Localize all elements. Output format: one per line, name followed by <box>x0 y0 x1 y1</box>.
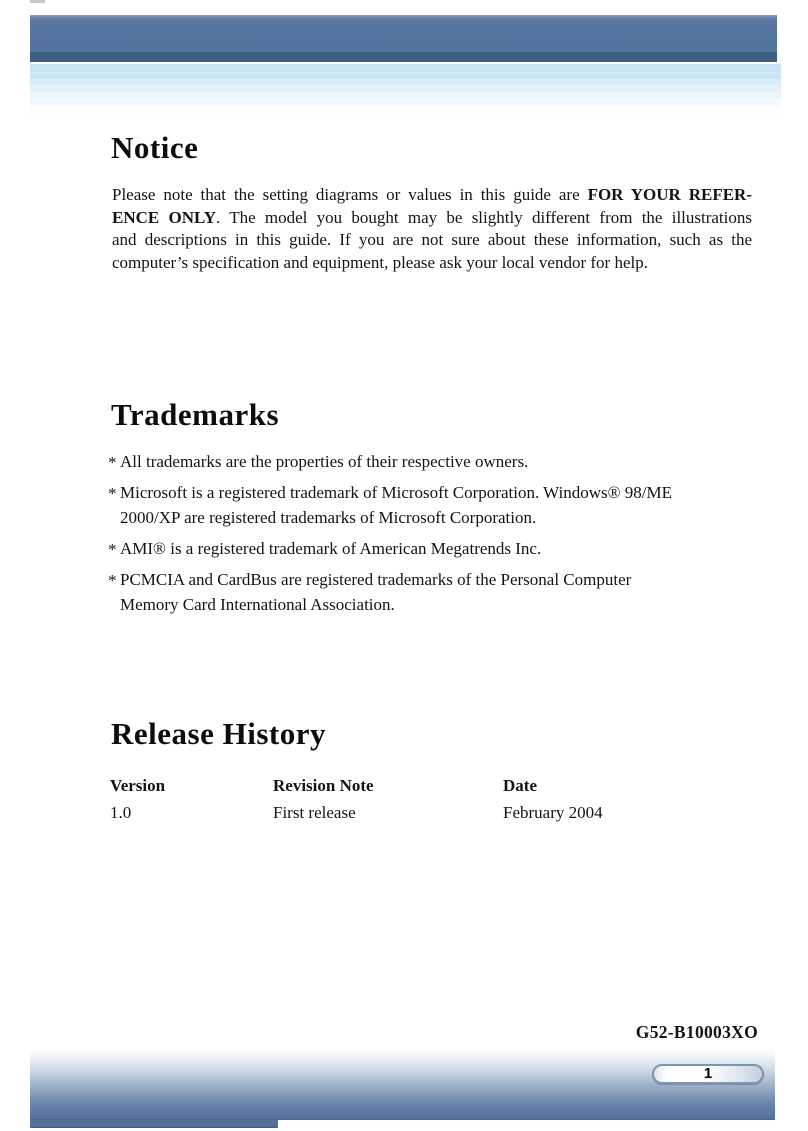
table-cell: First release <box>273 803 356 822</box>
release-history-heading: Release History <box>111 716 326 751</box>
notice-paragraph-line: computer’s specification and equipment, please ask your local vendor for help. <box>112 252 648 272</box>
table-cell: 1.0 <box>110 803 132 822</box>
bullet-asterisk: * <box>108 540 117 559</box>
trademark-item: * Microsoft is a registered trademark of Microsoft Corporation. Windows® 98/ME 2000/XP are registered trademarks of Microsoft Corporation. <box>108 483 673 527</box>
document-code: G52-B10003XO <box>635 1022 758 1042</box>
table-column-header: Revision Note <box>273 776 374 795</box>
scan-artifact <box>30 0 45 3</box>
bullet-asterisk: * <box>108 453 117 472</box>
page-number-pill <box>652 1064 764 1084</box>
notice-paragraph-line: Please note that the setting diagrams or values in this guide are FOR YOUR REFER- <box>112 185 752 204</box>
bullet-asterisk: * <box>108 571 117 590</box>
table-column-header: Date <box>503 776 537 795</box>
trademark-item: * All trademarks are the properties of their respective owners. <box>108 449 758 474</box>
trademarks-list <box>108 449 758 623</box>
footer-band-extension <box>30 1120 278 1128</box>
trademark-item: * PCMCIA and CardBus are registered trademarks of the Personal Computer Memory Card International Association. <box>108 570 632 614</box>
notice-heading: Notice <box>111 130 199 165</box>
bullet-asterisk: * <box>108 484 117 503</box>
notice-paragraph-line: ENCE ONLY. The model you bought may be slightly different from the illustrations <box>112 207 752 227</box>
header-bar-main <box>30 15 777 52</box>
notice-paragraph <box>112 184 752 274</box>
page-number: 1 <box>703 1065 713 1082</box>
table-cell: February 2004 <box>503 803 603 822</box>
footer-band <box>30 1050 775 1120</box>
trademark-item: * AMI® is a registered trademark of American Megatrends Inc. <box>108 536 758 561</box>
trademarks-heading: Trademarks <box>111 397 280 432</box>
header-bar-dark <box>30 52 777 62</box>
notice-paragraph-line: and descriptions in this guide. If you are not sure about these information, such as the <box>112 230 752 250</box>
table-column-header: Version <box>110 776 166 795</box>
release-history-table <box>110 772 670 826</box>
header-bar-stripes <box>30 64 781 118</box>
